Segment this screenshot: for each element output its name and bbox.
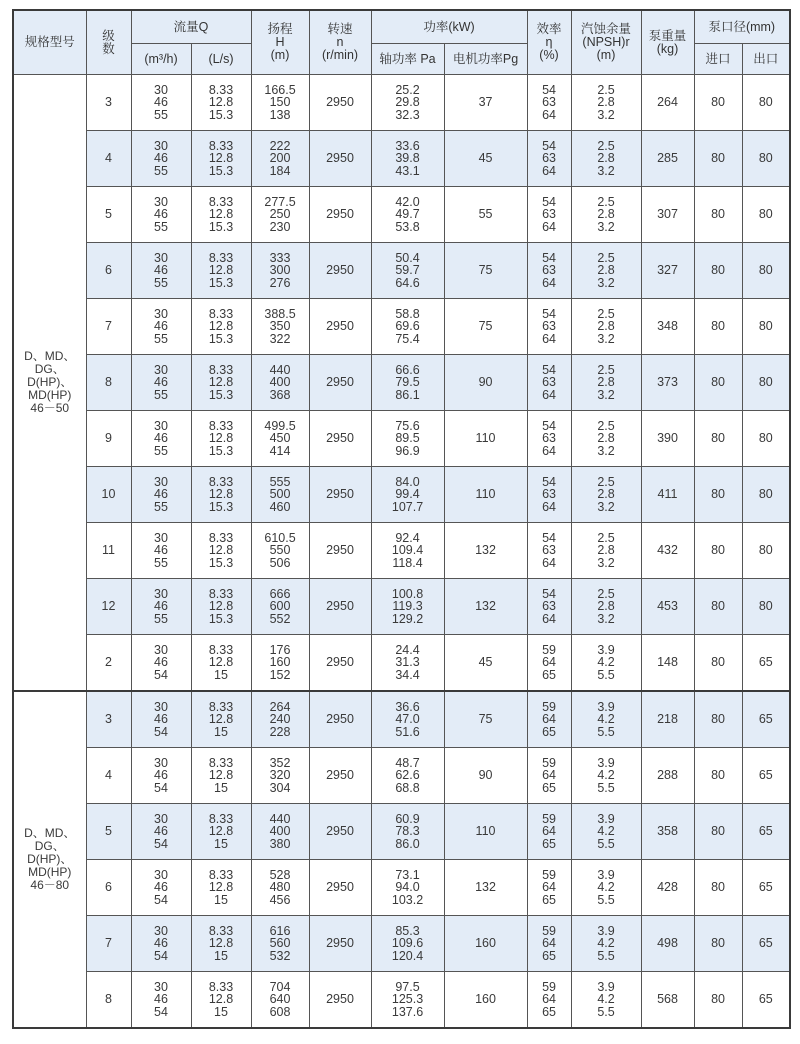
efficiency-cell: 59 64 65 (527, 972, 571, 1029)
table-row (13, 748, 790, 804)
head-cell: 166.5 150 138 (251, 75, 309, 131)
header-shaft-power: 轴功率 Pa (371, 44, 444, 75)
motor-power-cell: 55 (444, 187, 527, 243)
speed-cell: 2950 (309, 748, 371, 804)
weight-cell: 390 (641, 411, 694, 467)
stage-cell: 3 (86, 75, 131, 131)
header-power: 功率(kW) (371, 10, 527, 44)
head-cell: 704 640 608 (251, 972, 309, 1029)
flow-ls-cell: 8.33 12.8 15 (191, 916, 251, 972)
speed-cell: 2950 (309, 972, 371, 1029)
shaft-power-cell: 92.4 109.4 118.4 (371, 523, 444, 579)
stage-cell: 11 (86, 523, 131, 579)
stage-cell: 8 (86, 972, 131, 1029)
npsh-cell: 2.5 2.8 3.2 (571, 243, 641, 299)
head-cell: 222 200 184 (251, 131, 309, 187)
outlet-cell: 80 (742, 411, 790, 467)
inlet-cell: 80 (694, 187, 742, 243)
npsh-cell: 3.9 4.2 5.5 (571, 635, 641, 692)
inlet-cell: 80 (694, 860, 742, 916)
speed-cell: 2950 (309, 467, 371, 523)
outlet-cell: 80 (742, 299, 790, 355)
header-flow-ls: (L/s) (191, 44, 251, 75)
head-cell: 610.5 550 506 (251, 523, 309, 579)
inlet-cell: 80 (694, 467, 742, 523)
flow-ls-cell: 8.33 12.8 15 (191, 691, 251, 748)
flow-m3h-cell: 30 46 54 (131, 860, 191, 916)
outlet-cell: 80 (742, 75, 790, 131)
efficiency-cell: 59 64 65 (527, 916, 571, 972)
stage-cell: 9 (86, 411, 131, 467)
shaft-power-cell: 85.3 109.6 120.4 (371, 916, 444, 972)
npsh-cell: 3.9 4.2 5.5 (571, 748, 641, 804)
flow-ls-cell: 8.33 12.8 15.3 (191, 75, 251, 131)
flow-ls-cell: 8.33 12.8 15 (191, 804, 251, 860)
motor-power-cell: 132 (444, 579, 527, 635)
shaft-power-cell: 36.6 47.0 51.6 (371, 691, 444, 748)
weight-cell: 411 (641, 467, 694, 523)
flow-ls-cell: 8.33 12.8 15.3 (191, 355, 251, 411)
header-outlet: 出口 (742, 44, 790, 75)
head-cell: 264 240 228 (251, 691, 309, 748)
flow-m3h-cell: 30 46 54 (131, 916, 191, 972)
speed-cell: 2950 (309, 131, 371, 187)
table-row (13, 635, 790, 692)
weight-cell: 327 (641, 243, 694, 299)
flow-ls-cell: 8.33 12.8 15 (191, 635, 251, 692)
stage-cell: 6 (86, 860, 131, 916)
inlet-cell: 80 (694, 355, 742, 411)
motor-power-cell: 37 (444, 75, 527, 131)
flow-ls-cell: 8.33 12.8 15.3 (191, 131, 251, 187)
efficiency-cell: 54 63 64 (527, 131, 571, 187)
motor-power-cell: 110 (444, 411, 527, 467)
table-row (13, 579, 790, 635)
outlet-cell: 80 (742, 355, 790, 411)
motor-power-cell: 110 (444, 467, 527, 523)
head-cell: 277.5 250 230 (251, 187, 309, 243)
npsh-cell: 2.5 2.8 3.2 (571, 187, 641, 243)
head-cell: 440 400 380 (251, 804, 309, 860)
head-cell: 666 600 552 (251, 579, 309, 635)
header-motor-power: 电机功率Pg (444, 44, 527, 75)
speed-cell: 2950 (309, 579, 371, 635)
inlet-cell: 80 (694, 804, 742, 860)
efficiency-cell: 59 64 65 (527, 860, 571, 916)
table-row (13, 411, 790, 467)
shaft-power-cell: 100.8 119.3 129.2 (371, 579, 444, 635)
header-model: 规格型号 (13, 10, 86, 75)
flow-m3h-cell: 30 46 54 (131, 691, 191, 748)
stage-cell: 4 (86, 131, 131, 187)
table-row (13, 299, 790, 355)
speed-cell: 2950 (309, 691, 371, 748)
flow-ls-cell: 8.33 12.8 15.3 (191, 243, 251, 299)
speed-cell: 2950 (309, 804, 371, 860)
shaft-power-cell: 73.1 94.0 103.2 (371, 860, 444, 916)
flow-ls-cell: 8.33 12.8 15 (191, 748, 251, 804)
stage-cell: 4 (86, 748, 131, 804)
inlet-cell: 80 (694, 411, 742, 467)
head-cell: 440 400 368 (251, 355, 309, 411)
flow-ls-cell: 8.33 12.8 15.3 (191, 187, 251, 243)
table-row (13, 860, 790, 916)
head-cell: 616 560 532 (251, 916, 309, 972)
efficiency-cell: 54 63 64 (527, 243, 571, 299)
motor-power-cell: 110 (444, 804, 527, 860)
stage-cell: 10 (86, 467, 131, 523)
weight-cell: 498 (641, 916, 694, 972)
speed-cell: 2950 (309, 75, 371, 131)
flow-m3h-cell: 30 46 54 (131, 748, 191, 804)
table-row (13, 243, 790, 299)
flow-ls-cell: 8.33 12.8 15.3 (191, 299, 251, 355)
efficiency-cell: 59 64 65 (527, 691, 571, 748)
table-row (13, 75, 790, 131)
efficiency-cell: 54 63 64 (527, 187, 571, 243)
efficiency-cell: 54 63 64 (527, 75, 571, 131)
header-head: 扬程 H (m) (251, 10, 309, 75)
stage-cell: 7 (86, 299, 131, 355)
stage-cell: 5 (86, 187, 131, 243)
stage-cell: 2 (86, 635, 131, 692)
weight-cell: 307 (641, 187, 694, 243)
stage-cell: 12 (86, 579, 131, 635)
stage-cell: 5 (86, 804, 131, 860)
outlet-cell: 80 (742, 467, 790, 523)
weight-cell: 264 (641, 75, 694, 131)
header-inlet: 进口 (694, 44, 742, 75)
npsh-cell: 2.5 2.8 3.2 (571, 523, 641, 579)
inlet-cell: 80 (694, 691, 742, 748)
npsh-cell: 3.9 4.2 5.5 (571, 860, 641, 916)
motor-power-cell: 75 (444, 243, 527, 299)
efficiency-cell: 54 63 64 (527, 579, 571, 635)
table-row (13, 523, 790, 579)
flow-m3h-cell: 30 46 55 (131, 243, 191, 299)
header-weight: 泵重量 (kg) (641, 10, 694, 75)
inlet-cell: 80 (694, 635, 742, 692)
flow-ls-cell: 8.33 12.8 15.3 (191, 523, 251, 579)
table-row (13, 804, 790, 860)
flow-ls-cell: 8.33 12.8 15.3 (191, 411, 251, 467)
outlet-cell: 80 (742, 243, 790, 299)
model-cell: D、MD、DG、 D(HP)、 MD(HP) 46－80 (13, 691, 86, 1028)
outlet-cell: 65 (742, 635, 790, 692)
table-row (13, 131, 790, 187)
shaft-power-cell: 42.0 49.7 53.8 (371, 187, 444, 243)
inlet-cell: 80 (694, 523, 742, 579)
shaft-power-cell: 58.8 69.6 75.4 (371, 299, 444, 355)
weight-cell: 285 (641, 131, 694, 187)
pump-spec-table (12, 9, 791, 1029)
flow-ls-cell: 8.33 12.8 15 (191, 860, 251, 916)
motor-power-cell: 132 (444, 523, 527, 579)
inlet-cell: 80 (694, 299, 742, 355)
header-port: 泵口径(mm) (694, 10, 790, 44)
speed-cell: 2950 (309, 523, 371, 579)
head-cell: 555 500 460 (251, 467, 309, 523)
motor-power-cell: 75 (444, 299, 527, 355)
speed-cell: 2950 (309, 860, 371, 916)
flow-m3h-cell: 30 46 55 (131, 467, 191, 523)
weight-cell: 428 (641, 860, 694, 916)
motor-power-cell: 132 (444, 860, 527, 916)
outlet-cell: 65 (742, 691, 790, 748)
head-cell: 528 480 456 (251, 860, 309, 916)
flow-m3h-cell: 30 46 55 (131, 355, 191, 411)
stage-cell: 3 (86, 691, 131, 748)
header-flow: 流量Q (131, 10, 251, 44)
table-body (13, 75, 790, 1029)
flow-m3h-cell: 30 46 55 (131, 131, 191, 187)
table-row (13, 916, 790, 972)
shaft-power-cell: 48.7 62.6 68.8 (371, 748, 444, 804)
weight-cell: 453 (641, 579, 694, 635)
motor-power-cell: 75 (444, 691, 527, 748)
outlet-cell: 80 (742, 187, 790, 243)
weight-cell: 432 (641, 523, 694, 579)
table-row (13, 972, 790, 1029)
motor-power-cell: 90 (444, 355, 527, 411)
stage-cell: 8 (86, 355, 131, 411)
head-cell: 352 320 304 (251, 748, 309, 804)
outlet-cell: 80 (742, 579, 790, 635)
head-cell: 176 160 152 (251, 635, 309, 692)
header-speed: 转速 n (r/min) (309, 10, 371, 75)
inlet-cell: 80 (694, 748, 742, 804)
outlet-cell: 80 (742, 131, 790, 187)
efficiency-cell: 59 64 65 (527, 804, 571, 860)
efficiency-cell: 54 63 64 (527, 467, 571, 523)
table-row (13, 467, 790, 523)
motor-power-cell: 160 (444, 972, 527, 1029)
shaft-power-cell: 25.2 29.8 32.3 (371, 75, 444, 131)
weight-cell: 348 (641, 299, 694, 355)
npsh-cell: 2.5 2.8 3.2 (571, 467, 641, 523)
header-flow-m3h: (m³/h) (131, 44, 191, 75)
weight-cell: 288 (641, 748, 694, 804)
npsh-cell: 3.9 4.2 5.5 (571, 804, 641, 860)
head-cell: 499.5 450 414 (251, 411, 309, 467)
stage-cell: 7 (86, 916, 131, 972)
header-npsh: 汽蚀余量 (NPSH)r (m) (571, 10, 641, 75)
flow-ls-cell: 8.33 12.8 15.3 (191, 579, 251, 635)
shaft-power-cell: 84.0 99.4 107.7 (371, 467, 444, 523)
head-cell: 333 300 276 (251, 243, 309, 299)
flow-m3h-cell: 30 46 55 (131, 579, 191, 635)
table-header (13, 10, 790, 75)
speed-cell: 2950 (309, 355, 371, 411)
speed-cell: 2950 (309, 243, 371, 299)
shaft-power-cell: 60.9 78.3 86.0 (371, 804, 444, 860)
head-cell: 388.5 350 322 (251, 299, 309, 355)
inlet-cell: 80 (694, 579, 742, 635)
weight-cell: 568 (641, 972, 694, 1029)
npsh-cell: 2.5 2.8 3.2 (571, 75, 641, 131)
flow-m3h-cell: 30 46 55 (131, 299, 191, 355)
npsh-cell: 2.5 2.8 3.2 (571, 355, 641, 411)
npsh-cell: 3.9 4.2 5.5 (571, 972, 641, 1029)
shaft-power-cell: 33.6 39.8 43.1 (371, 131, 444, 187)
table-row (13, 187, 790, 243)
inlet-cell: 80 (694, 75, 742, 131)
shaft-power-cell: 66.6 79.5 86.1 (371, 355, 444, 411)
efficiency-cell: 54 63 64 (527, 523, 571, 579)
flow-m3h-cell: 30 46 54 (131, 804, 191, 860)
efficiency-cell: 54 63 64 (527, 411, 571, 467)
motor-power-cell: 45 (444, 635, 527, 692)
speed-cell: 2950 (309, 299, 371, 355)
weight-cell: 373 (641, 355, 694, 411)
motor-power-cell: 160 (444, 916, 527, 972)
npsh-cell: 2.5 2.8 3.2 (571, 411, 641, 467)
header-efficiency: 效率 η (%) (527, 10, 571, 75)
inlet-cell: 80 (694, 243, 742, 299)
efficiency-cell: 54 63 64 (527, 355, 571, 411)
outlet-cell: 65 (742, 860, 790, 916)
outlet-cell: 80 (742, 523, 790, 579)
stage-cell: 6 (86, 243, 131, 299)
model-cell: D、MD、DG、 D(HP)、 MD(HP) 46－50 (13, 75, 86, 692)
shaft-power-cell: 24.4 31.3 34.4 (371, 635, 444, 692)
inlet-cell: 80 (694, 916, 742, 972)
flow-m3h-cell: 30 46 54 (131, 972, 191, 1029)
weight-cell: 148 (641, 635, 694, 692)
npsh-cell: 3.9 4.2 5.5 (571, 916, 641, 972)
flow-m3h-cell: 30 46 54 (131, 635, 191, 692)
table-row (13, 355, 790, 411)
npsh-cell: 2.5 2.8 3.2 (571, 579, 641, 635)
speed-cell: 2950 (309, 635, 371, 692)
speed-cell: 2950 (309, 916, 371, 972)
outlet-cell: 65 (742, 972, 790, 1029)
inlet-cell: 80 (694, 972, 742, 1029)
npsh-cell: 2.5 2.8 3.2 (571, 299, 641, 355)
motor-power-cell: 90 (444, 748, 527, 804)
shaft-power-cell: 50.4 59.7 64.6 (371, 243, 444, 299)
weight-cell: 218 (641, 691, 694, 748)
motor-power-cell: 45 (444, 131, 527, 187)
flow-ls-cell: 8.33 12.8 15.3 (191, 467, 251, 523)
outlet-cell: 65 (742, 748, 790, 804)
shaft-power-cell: 97.5 125.3 137.6 (371, 972, 444, 1029)
outlet-cell: 65 (742, 916, 790, 972)
efficiency-cell: 59 64 65 (527, 748, 571, 804)
npsh-cell: 2.5 2.8 3.2 (571, 131, 641, 187)
header-stages: 级数 (86, 10, 131, 75)
outlet-cell: 65 (742, 804, 790, 860)
speed-cell: 2950 (309, 411, 371, 467)
flow-m3h-cell: 30 46 55 (131, 411, 191, 467)
flow-m3h-cell: 30 46 55 (131, 523, 191, 579)
npsh-cell: 3.9 4.2 5.5 (571, 691, 641, 748)
weight-cell: 358 (641, 804, 694, 860)
flow-m3h-cell: 30 46 55 (131, 187, 191, 243)
flow-ls-cell: 8.33 12.8 15 (191, 972, 251, 1029)
speed-cell: 2950 (309, 187, 371, 243)
shaft-power-cell: 75.6 89.5 96.9 (371, 411, 444, 467)
efficiency-cell: 59 64 65 (527, 635, 571, 692)
efficiency-cell: 54 63 64 (527, 299, 571, 355)
inlet-cell: 80 (694, 131, 742, 187)
flow-m3h-cell: 30 46 55 (131, 75, 191, 131)
table-row (13, 691, 790, 748)
